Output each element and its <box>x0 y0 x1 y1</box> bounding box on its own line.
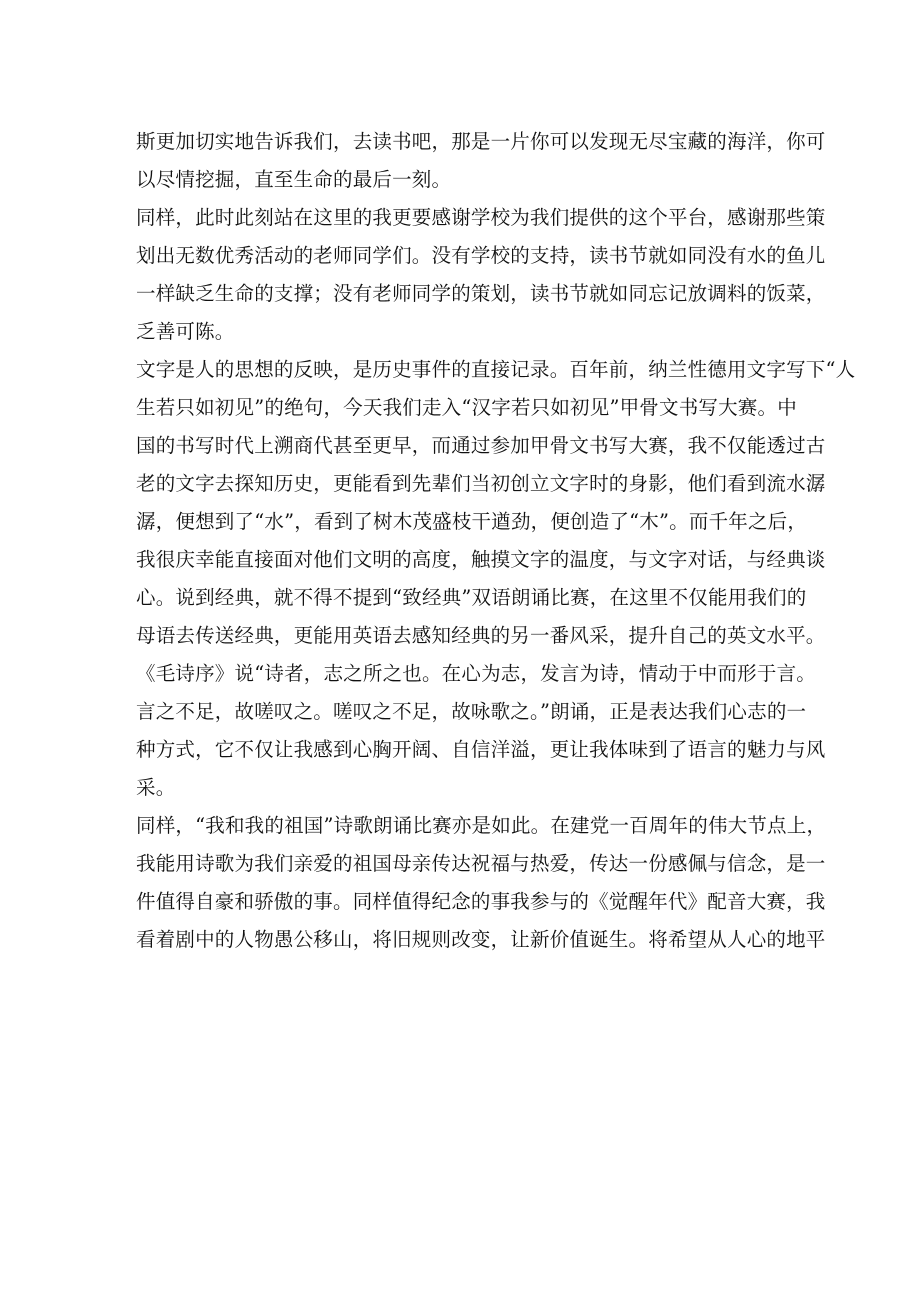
text-line: 心。说到经典，就不得不提到“致经典”双语朗诵比赛，在这里不仅能用我们的 <box>136 586 807 609</box>
text-line: 划出无数优秀活动的老师同学们。没有学校的支持，读书节就如同没有水的鱼儿 <box>136 244 826 267</box>
text-line: 斯更加切实地告诉我们，去读书吧，那是一片你可以发现无尽宝藏的海洋，你可 <box>136 130 826 153</box>
text-line: 一样缺乏生命的支撑；没有老师同学的策划，读书节就如同忘记放调料的饭菜， <box>136 282 826 305</box>
text-line: 生若只如初见”的绝句，今天我们走入“汉字若只如初见”甲骨文书写大赛。中 <box>136 396 797 419</box>
text-line: 同样，此时此刻站在这里的我更要感谢学校为我们提供的这个平台，感谢那些策 <box>136 206 826 229</box>
text-line: 老的文字去探知历史，更能看到先辈们当初创立文字时的身影，他们看到流水潺 <box>136 472 826 495</box>
text-line: 我很庆幸能直接面对他们文明的高度，触摸文字的温度，与文字对话，与经典谈 <box>136 548 826 571</box>
text-line: 言之不足，故嗟叹之。嗟叹之不足，故咏歌之。”朗诵，正是表达我们心志的一 <box>136 700 807 723</box>
paragraph <box>136 199 826 351</box>
paragraph <box>136 351 856 807</box>
text-line: 《毛诗序》说“诗者，志之所之也。在心为志，发言为诗，情动于中而形于言。 <box>136 662 816 685</box>
text-line: 我能用诗歌为我们亲爱的祖国母亲传达祝福与热爱，传达一份感佩与信念，是一 <box>136 852 826 875</box>
text-line: 乏善可陈。 <box>136 320 235 343</box>
paragraph <box>136 123 826 199</box>
text-line: 母语去传送经典，更能用英语去感知经典的另一番风采，提升自己的英文水平。 <box>136 624 826 647</box>
text-line: 同样，“我和我的祖国”诗歌朗诵比赛亦是如此。在建党一百周年的伟大节点上， <box>136 814 827 837</box>
text-line: 国的书写时代上溯商代甚至更早，而通过参加甲骨文书写大赛，我不仅能透过古 <box>136 434 826 457</box>
text-line: 种方式，它不仅让我感到心胸开阔、自信洋溢，更让我体味到了语言的魅力与风 <box>136 738 826 761</box>
text-line: 潺，便想到了“水”，看到了树木茂盛枝干遒劲，便创造了“木”。而千年之后， <box>136 510 808 533</box>
paragraph <box>136 807 827 959</box>
text-line: 文字是人的思想的反映，是历史事件的直接记录。百年前，纳兰性德用文字写下“人 <box>136 358 856 381</box>
text-line: 看着剧中的人物愚公移山，将旧规则改变，让新价值诞生。将希望从人心的地平 <box>136 928 826 951</box>
text-line: 以尽情挖掘，直至生命的最后一刻。 <box>136 168 452 191</box>
document-body <box>136 123 856 959</box>
text-line: 采。 <box>136 776 176 799</box>
text-line: 件值得自豪和骄傲的事。同样值得纪念的事我参与的《觉醒年代》配音大赛，我 <box>136 890 826 913</box>
